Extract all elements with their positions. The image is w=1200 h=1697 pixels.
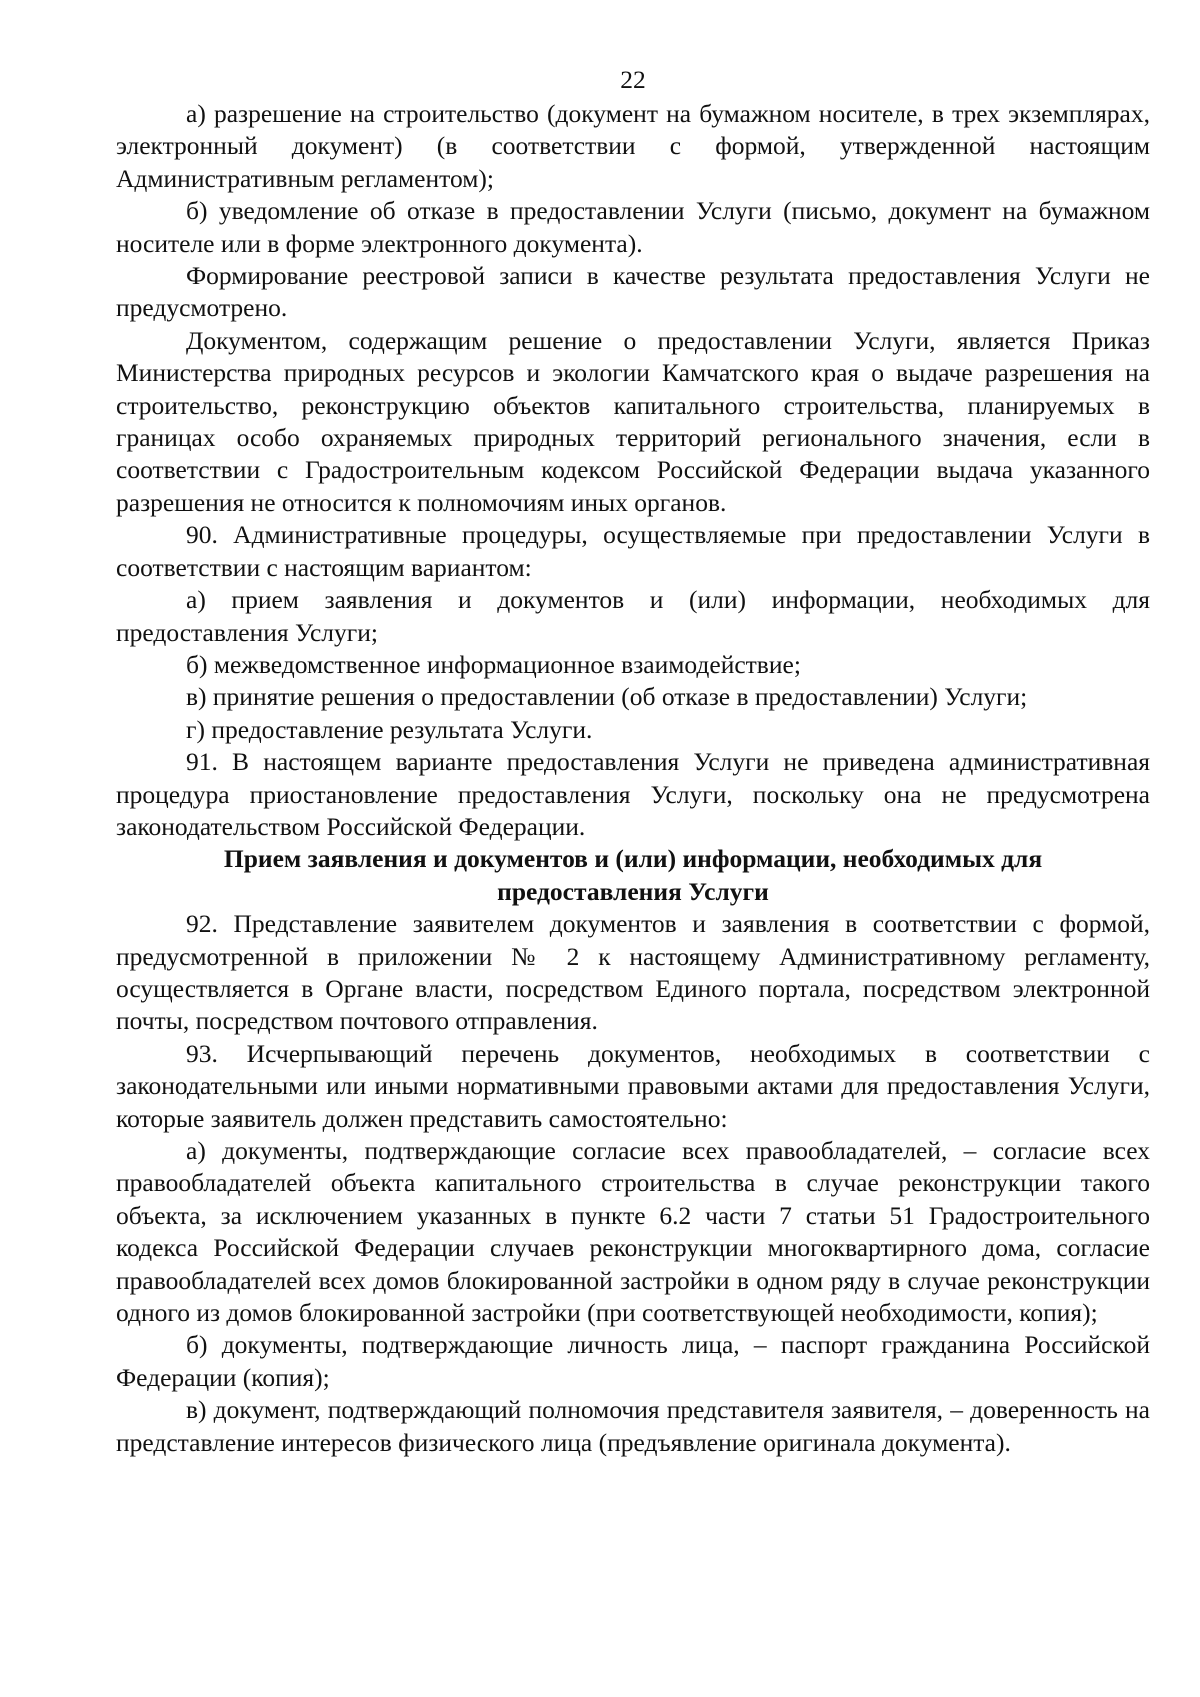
paragraph-90: 90. Административные процедуры, осуществляемые при предоставлении Услуги в соответствии с настоящим вариантом: — [116, 520, 1150, 582]
paragraph-90-a: а) прием заявления и документов и (или) информации, необходимых для предоставления Услуги; — [116, 585, 1150, 647]
document-page — [116, 64, 1150, 1459]
paragraph-92: 92. Представление заявителем документов и заявления в соответствии с формой, предусмотренной в приложении № 2 к настоящему Административному регламенту, осуществляется в Органе власти, посредством Единого портала, посредством электронной почты, посредством почтового отправления. — [116, 909, 1150, 1036]
page-number: 22 — [620, 65, 646, 94]
paragraph-91: 91. В настоящем варианте предоставления Услуги не приведена административная процедура приостановление предоставления Услуги, поскольку она не предусмотрена законодательством Российской Федерации. — [116, 747, 1150, 841]
section-heading: Прием заявления и документов и (или) информации, необходимых для предоставления Услуги — [223, 844, 1043, 906]
paragraph-decision-document: Документом, содержащим решение о предоставлении Услуги, является Приказ Министерства природных ресурсов и экологии Камчатского края о выдаче разрешения на строительство, реконструкцию объектов капитального строительства, планируемых в границах особо охраняемых природных территорий регионального значения, если в соответствии с Градостроительным кодексом Российской Федерации выдача указанного разрешения не относится к полномочиям иных органов. — [116, 325, 1150, 517]
paragraph-90-v: в) принятие решения о предоставлении (об отказе в предоставлении) Услуги; — [186, 682, 1028, 712]
paragraph-registry-record: Формирование реестровой записи в качестве результата предоставления Услуги не предусмотрено. — [116, 261, 1150, 323]
paragraph-93-b: б) документы, подтверждающие личность лица, – паспорт гражданина Российской Федерации (копия); — [116, 1330, 1150, 1392]
paragraph-90-g: г) предоставление результата Услуги. — [186, 714, 593, 744]
paragraph-93: 93. Исчерпывающий перечень документов, необходимых в соответствии с законодательными или иными нормативными правовыми актами для предоставления Услуги, которые заявитель должен представить самостоятельно: — [116, 1038, 1150, 1133]
paragraph-90-b: б) межведомственное информационное взаимодействие; — [186, 649, 801, 679]
paragraph-result-refusal: б) уведомление об отказе в предоставлении Услуги (письмо, документ на бумажном носителе или в форме электронного документа). — [116, 196, 1150, 258]
paragraph-result-permit: а) разрешение на строительство (документ на бумажном носителе, в трех экземплярах, электронный документ) (в соответствии с формой, утвержденной настоящим Административным регламентом); — [116, 99, 1150, 193]
paragraph-93-v: в) документ, подтверждающий полномочия представителя заявителя, – доверенность на представление интересов физического лица (предъявление оригинала документа). — [116, 1395, 1150, 1457]
paragraph-93-a: а) документы, подтверждающие согласие всех правообладателей, – согласие всех правообладателей объекта капитального строительства в случае реконструкции такого объекта, за исключением указанных в пункте 6.2 части 7 статьи 51 Градостроительного кодекса Российской Федерации случаев реконструкции многоквартирного дома, согласие правообладателей всех домов блокированной застройки в одном ряду в случае реконструкции одного из домов блокированной застройки (при соответствующей необходимости, копия); — [116, 1136, 1150, 1328]
